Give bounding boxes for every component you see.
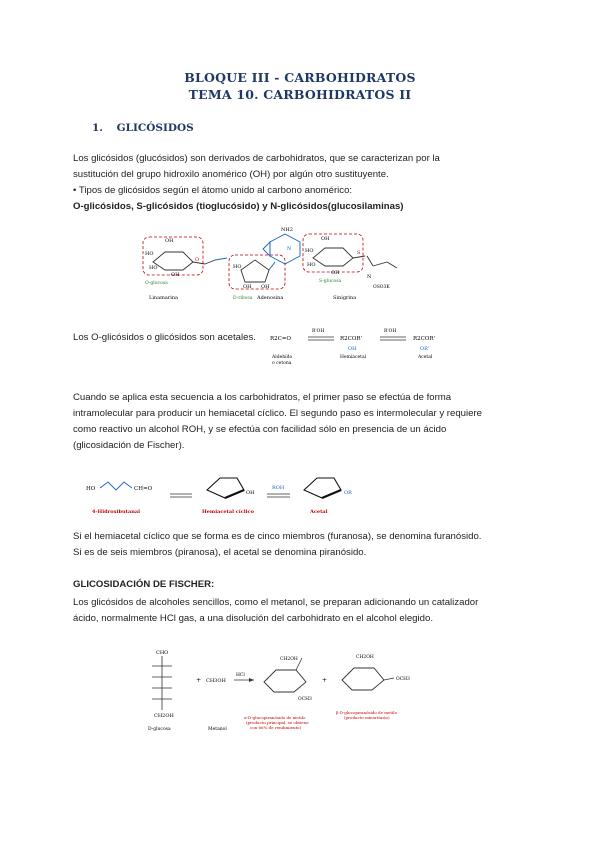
oh-label-2: OH: [171, 272, 180, 278]
section-heading-glicosidos: [92, 122, 194, 134]
caption-alpha-2: (producto principal, se obtiene: [246, 720, 309, 725]
intro-paragraph: [73, 151, 543, 215]
n-label-2: N: [367, 274, 372, 280]
beta-product-ring: [342, 668, 384, 690]
r2coro-label: R2COR': [413, 336, 436, 342]
caption-beta-2: (producto minoritario): [344, 715, 390, 720]
sequence-line-1: Cuando se aplica esta secuencia a los carbohidratos, el primer paso se efectúa de forma: [73, 392, 452, 403]
page-title: BLOQUE III - CARBOHIDRATOS: [184, 70, 416, 85]
caption-o-glucosa: O-glucosa: [145, 281, 168, 286]
ho-label-4: HO: [305, 248, 314, 254]
fischer-glycosidation-figure: [140, 644, 460, 734]
plus-sign-2: +: [322, 677, 328, 684]
caption-hidroxibutanal: 4-Hidroxibutanal: [92, 509, 140, 515]
ch2oh-label-f4: CH2OH: [154, 713, 174, 719]
caption-acetal-f3: Acetal: [310, 509, 328, 515]
ho-label-f3: HO: [86, 486, 96, 492]
acetal-ring: [304, 478, 341, 498]
ho-label-3: HO: [233, 264, 242, 270]
caption-acetal: Acetal: [418, 355, 433, 360]
acetal-formation-figure: [268, 322, 468, 372]
och3-label-beta: OCH3: [396, 677, 410, 682]
ho-label-2: HO: [149, 265, 158, 271]
plus-sign-1: +: [196, 677, 202, 684]
oh-label-f3: OH: [246, 490, 255, 496]
intro-line-1: Los glicósidos (glucósidos) son derivados de carbohidratos, que se caracterizan por la: [73, 153, 440, 164]
fischer-line-1: Los glicósidos de alcoholes sencillos, como el metanol, se preparan adicionando un catalizador: [73, 597, 479, 608]
caption-metanol: Metanol: [208, 727, 227, 732]
d-ribose-box: [229, 255, 285, 289]
sequence-paragraph: [73, 390, 543, 454]
glycoside-types-figure: [135, 222, 425, 302]
oh-label-1: OH: [165, 238, 174, 244]
caption-linamarina: Linamarina: [149, 295, 179, 301]
intro-line-3: • Tipos de glicósidos según el átomo unido al carbono anomérico:: [73, 185, 353, 196]
caption-sinigrina: Sinigrina: [333, 295, 357, 301]
nh2-label: NH2: [281, 227, 293, 233]
intro-line-4: O-glicósidos, S-glicósidos (tioglucósido) y N-glicósidos(glucosilaminas): [73, 201, 404, 212]
o-label-1: O: [195, 257, 200, 263]
acetal-paragraph: [73, 330, 263, 346]
fischer-heading: GLICOSIDACIÓN DE FISCHER:: [73, 579, 215, 590]
oh-label-4: OH: [261, 284, 270, 290]
n-label: N: [287, 246, 292, 252]
oh-label-f2: OH: [348, 346, 357, 352]
oso3k-label: OSO3K: [373, 285, 390, 290]
r2co-label: R2C=O: [270, 336, 291, 342]
fischer-line-2: ácido, normalmente HCl gas, a una disolución del carbohidrato en el alcohol elegido.: [73, 613, 433, 624]
r2cor-label: R2COR': [340, 336, 363, 342]
ribose-ring: [241, 260, 269, 282]
ho-label-1: HO: [145, 251, 154, 257]
caption-hemiacetal: Hemiacetal: [340, 355, 367, 360]
och3-label-alpha: OCH3: [298, 697, 312, 702]
roh-label-f3: ROH: [272, 485, 285, 491]
page-subtitle: TEMA 10. CARBOHIDRATOS II: [188, 87, 412, 102]
section-number: 1.: [92, 122, 103, 134]
cho-label-f3: CH=O: [134, 486, 153, 492]
ho-label-5: HO: [307, 262, 316, 268]
furanoside-paragraph: [73, 529, 543, 561]
hemiacetal-ring: [207, 478, 244, 498]
caption-alpha-3: con 66% de rendimiento): [250, 725, 302, 730]
caption-beta-1: β-D-glucopiranósido de metilo: [336, 710, 397, 715]
caption-hemiacetal-ciclico: Hemiacetal cíclico: [202, 509, 254, 515]
s-label: S: [357, 250, 361, 256]
hcl-label: HCl: [236, 673, 245, 678]
furanoside-line-1: Si el hemiacetal cíclico que se forma es de cinco miembros (furanosa), se denomina furanósido.: [73, 531, 482, 542]
caption-d-ribosa: D-ribosa: [233, 296, 253, 301]
caption-aldehido: Aldehído: [272, 355, 293, 360]
caption-d-glucosa: D-glucosa: [148, 727, 171, 732]
furanoside-line-2: Si es de seis miembros (piranosa), el acetal se denomina piranósido.: [73, 547, 367, 558]
caption-adenosina: Adenosina: [257, 295, 284, 301]
or-label-f2: OR': [420, 346, 430, 352]
sequence-line-4: (glicosidación de Fischer).: [73, 440, 185, 451]
oh-label-5: OH: [321, 236, 330, 242]
section-title: GLICÓSIDOS: [116, 122, 194, 134]
caption-s-glucosa: S-glucosa: [319, 279, 342, 284]
ch2oh-label-beta: CH2OH: [356, 655, 374, 660]
o-glucose-ring: [153, 252, 193, 270]
caption-o-cetona: o cetona: [272, 361, 292, 366]
sequence-line-3: como reactivo un alcohol ROH, y se efectúa con facilidad sólo en presencia de un ácido: [73, 424, 447, 435]
oh-label-3: OH: [243, 284, 252, 290]
roh-label-1: R'OH: [312, 329, 325, 334]
ch3oh-label: CH3OH: [206, 678, 226, 684]
roh-label-2: R'OH: [384, 329, 397, 334]
oh-label-6: OH: [331, 270, 340, 276]
ch2oh-label-alpha: CH2OH: [280, 657, 298, 662]
or-label-f3: OR: [344, 490, 352, 496]
cho-label-f4: CHO: [156, 650, 169, 656]
caption-alpha-1: α-D-glucopiranósido de metilo: [244, 715, 306, 720]
s-glucose-ring: [313, 248, 353, 266]
sequence-line-2: intramolecular para producir un hemiacetal cíclico. El segundo paso es intermolecular y requiere: [73, 408, 483, 419]
acetal-line: Los O-glicósidos o glicósidos son acetales.: [73, 332, 256, 343]
hemiacetal-acetal-figure: [82, 468, 402, 518]
intro-line-2: sustitución del grupo hidroxilo anomérico (OH) por algún otro sustituyente.: [73, 169, 389, 180]
alpha-product-ring: [264, 670, 306, 692]
fischer-paragraph: [73, 595, 543, 627]
